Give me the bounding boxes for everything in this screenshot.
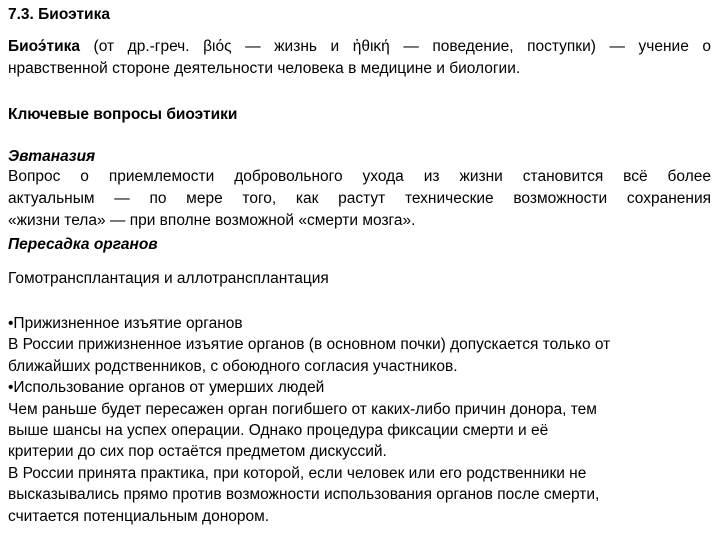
section-title: 7.3. Биоэтика: [8, 6, 110, 23]
bullet-living-donor: •Прижизненное изъятие органов: [8, 315, 243, 332]
deceased-donor-line-1: Чем раньше будет пересажен орган погибшего от каких-либо причин донора, тем: [8, 401, 597, 418]
euthanasia-title: Эвтаназия: [8, 148, 96, 165]
living-donor-line-2: ближайших родственников, с обоюдного согласия участников.: [8, 358, 458, 375]
definition-etymology: (от др.-греч. βιός — жизнь и ἠθική — поведение, поступки) — учение о: [80, 38, 711, 55]
key-questions-heading: Ключевые вопросы биоэтики: [8, 106, 238, 123]
definition-line-2: нравственной стороне деятельности человека в медицине и биологии.: [8, 60, 521, 77]
euthanasia-line-3: «жизни тела» — при вполне возможной «смерти мозга».: [8, 212, 416, 229]
euthanasia-line-2: актуальным — по мере того, как растут технические возможности сохранения: [8, 190, 711, 207]
definition-line-1: [8, 36, 711, 58]
living-donor-line-1: В России прижизненное изъятие органов (в основном почки) допускается только от: [8, 336, 611, 353]
deceased-donor-line-2: выше шансы на успех операции. Однако процедура фиксации смерти и её: [8, 422, 549, 439]
euthanasia-line-1: Вопрос о приемлемости добровольного ухода из жизни становится всё более: [8, 168, 711, 185]
definition-term: Биоэ́тика: [8, 38, 80, 55]
transplant-title: Пересадка органов: [8, 236, 158, 253]
deceased-donor-line-5: высказывались прямо против возможности использования органов после смерти,: [8, 486, 600, 503]
bullet-deceased-donor: •Использование органов от умерших людей: [8, 379, 325, 396]
deceased-donor-line-6: считается потенциальным донором.: [8, 508, 270, 525]
transplant-types: Гомотрансплантация и аллотрансплантация: [8, 270, 329, 287]
deceased-donor-line-4: В России принята практика, при которой, если человек или его родственники не: [8, 465, 587, 482]
deceased-donor-line-3: критерии до сих пор остаётся предметом дискуссий.: [8, 443, 387, 460]
